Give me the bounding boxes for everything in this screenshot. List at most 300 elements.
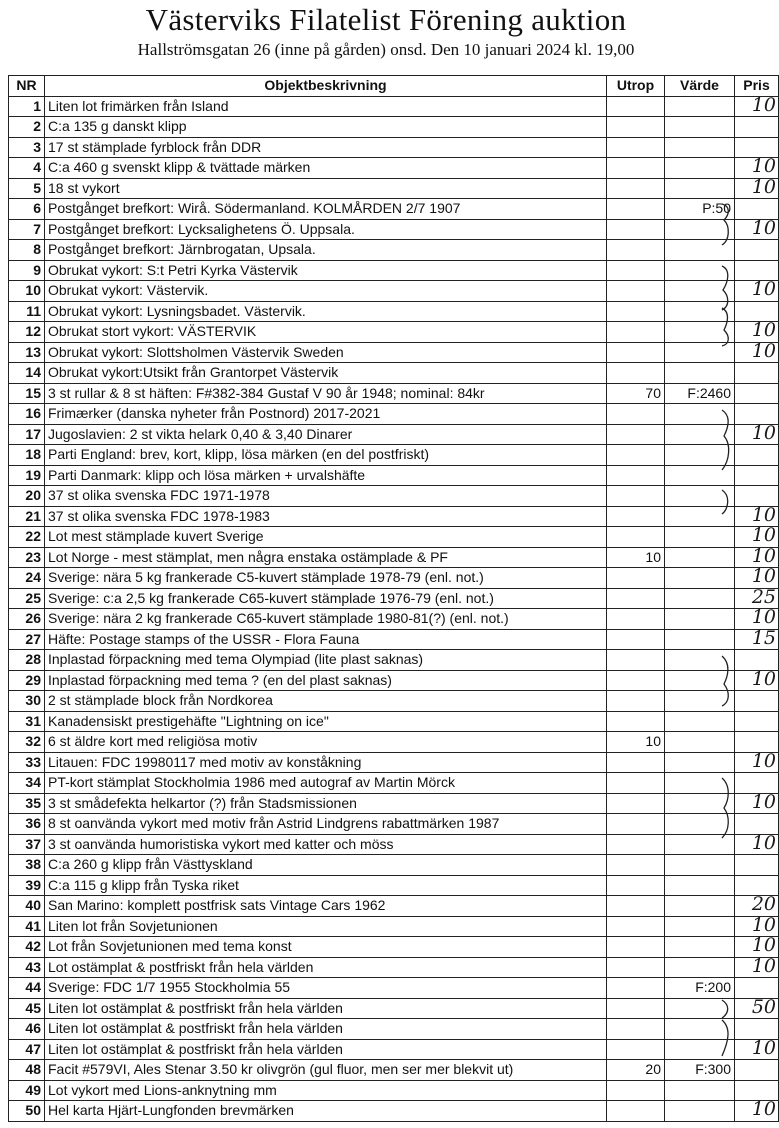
lot-utrop <box>607 240 665 261</box>
lot-utrop <box>607 793 665 814</box>
lot-varde <box>665 322 735 343</box>
lot-description: Litauen: FDC 19980117 med motiv av konståkning <box>45 752 607 773</box>
lot-varde <box>665 568 735 589</box>
table-row <box>9 281 779 302</box>
lot-utrop <box>607 978 665 999</box>
lot-description: Sverige: c:a 2,5 kg frankerade C65-kuvert stämplade 1976-79 (enl. not.) <box>45 588 607 609</box>
lot-utrop <box>607 404 665 425</box>
table-row <box>9 1039 779 1060</box>
lot-utrop <box>607 834 665 855</box>
table-row <box>9 896 779 917</box>
lot-description: 37 st olika svenska FDC 1978-1983 <box>45 506 607 527</box>
lot-number: 7 <box>9 219 45 240</box>
lot-utrop <box>607 363 665 384</box>
lot-description: Obrukat vykort: Västervik. <box>45 281 607 302</box>
handwritten-price: 10 <box>751 216 776 239</box>
table-row <box>9 527 779 548</box>
table-header-row <box>9 76 779 97</box>
lot-varde <box>665 629 735 650</box>
lot-number: 6 <box>9 199 45 220</box>
handwritten-price: 15 <box>751 626 776 649</box>
lot-pris <box>735 1060 779 1081</box>
table-row <box>9 1101 779 1122</box>
handwritten-price: 10 <box>751 1098 776 1120</box>
table-row <box>9 773 779 794</box>
lot-utrop <box>607 158 665 179</box>
handwritten-price: 10 <box>751 339 776 362</box>
table-row <box>9 240 779 261</box>
lot-utrop <box>607 322 665 343</box>
lot-utrop <box>607 465 665 486</box>
lot-varde <box>665 1019 735 1040</box>
lot-number: 41 <box>9 916 45 937</box>
lot-description: Sverige: nära 2 kg frankerade C65-kuvert stämplade 1980-81(?) (enl. not.) <box>45 609 607 630</box>
handwritten-price: 25 <box>751 585 776 608</box>
lot-description: Parti Danmark: klipp och lösa märken + urvalshäfte <box>45 465 607 486</box>
lot-description: Lot mest stämplade kuvert Sverige <box>45 527 607 548</box>
lot-utrop <box>607 691 665 712</box>
lot-utrop <box>607 609 665 630</box>
table-row <box>9 957 779 978</box>
handwritten-price: 10 <box>751 831 776 854</box>
lot-utrop <box>607 670 665 691</box>
lot-description: Frimærker (danska nyheter från Postnord) 2017-2021 <box>45 404 607 425</box>
lot-pris <box>735 465 779 486</box>
lot-varde <box>665 117 735 138</box>
lot-varde: F:300 <box>665 1060 735 1081</box>
lot-utrop <box>607 855 665 876</box>
lot-varde <box>665 424 735 445</box>
lot-description: Obrukat stort vykort: VÄSTERVIK <box>45 322 607 343</box>
table-row <box>9 691 779 712</box>
lot-utrop <box>607 219 665 240</box>
lot-utrop <box>607 875 665 896</box>
lot-varde <box>665 301 735 322</box>
lot-number: 26 <box>9 609 45 630</box>
lot-number: 43 <box>9 957 45 978</box>
lot-utrop <box>607 117 665 138</box>
handwritten-price: 10 <box>751 954 776 977</box>
column-header-description: Objektbeskrivning <box>45 76 607 97</box>
handwritten-price: 10 <box>751 524 776 546</box>
lot-varde <box>665 896 735 917</box>
lot-number: 5 <box>9 178 45 199</box>
lot-utrop <box>607 588 665 609</box>
lot-varde <box>665 855 735 876</box>
table-row <box>9 342 779 363</box>
table-row <box>9 1060 779 1081</box>
column-header-pris: Pris <box>735 76 779 97</box>
lot-number: 32 <box>9 732 45 753</box>
lot-utrop <box>607 137 665 158</box>
table-row <box>9 465 779 486</box>
table-row <box>9 937 779 958</box>
lot-varde <box>665 957 735 978</box>
lot-description: Obrukat vykort: Slottsholmen Västervik Sweden <box>45 342 607 363</box>
lot-utrop <box>607 814 665 835</box>
lot-description: Obrukat vykort: S:t Petri Kyrka Västervik <box>45 260 607 281</box>
lot-varde <box>665 1101 735 1122</box>
lot-utrop <box>607 916 665 937</box>
lot-varde <box>665 219 735 240</box>
table-row <box>9 322 779 343</box>
lot-utrop: 70 <box>607 383 665 404</box>
lot-utrop <box>607 773 665 794</box>
lot-pris <box>735 421 779 445</box>
lot-varde: F:200 <box>665 978 735 999</box>
table-row <box>9 568 779 589</box>
lot-number: 15 <box>9 383 45 404</box>
table-row <box>9 137 779 158</box>
lot-number: 31 <box>9 711 45 732</box>
lot-description: Obrukat vykort:Utsikt från Grantorpet Västervik <box>45 363 607 384</box>
lot-number: 40 <box>9 896 45 917</box>
table-row <box>9 445 779 466</box>
table-row <box>9 916 779 937</box>
lot-pris <box>735 216 779 240</box>
lot-varde <box>665 998 735 1019</box>
lot-varde <box>665 547 735 568</box>
table-row <box>9 260 779 281</box>
lot-description: 18 st vykort <box>45 178 607 199</box>
table-row <box>9 793 779 814</box>
lot-number: 21 <box>9 506 45 527</box>
lot-description: 17 st stämplade fyrblock från DDR <box>45 137 607 158</box>
table-row <box>9 650 779 671</box>
table-row <box>9 363 779 384</box>
column-header-utrop: Utrop <box>607 76 665 97</box>
lot-description: Kanadensiskt prestigehäfte "Lightning on ice" <box>45 711 607 732</box>
table-row <box>9 588 779 609</box>
lot-number: 24 <box>9 568 45 589</box>
handwritten-price: 10 <box>751 544 776 567</box>
lot-utrop <box>607 957 665 978</box>
lot-number: 50 <box>9 1101 45 1122</box>
lot-varde <box>665 96 735 117</box>
lot-number: 42 <box>9 937 45 958</box>
lot-varde <box>665 916 735 937</box>
table-row <box>9 486 779 507</box>
table-row <box>9 547 779 568</box>
lot-number: 19 <box>9 465 45 486</box>
lot-pris <box>735 445 779 466</box>
lot-varde <box>665 588 735 609</box>
lot-varde <box>665 1080 735 1101</box>
lot-utrop <box>607 998 665 1019</box>
lot-utrop <box>607 1080 665 1101</box>
lot-varde <box>665 178 735 199</box>
table-row <box>9 670 779 691</box>
lot-utrop <box>607 1039 665 1060</box>
table-row <box>9 117 779 138</box>
handwritten-price: 10 <box>751 606 776 628</box>
handwritten-price: 10 <box>751 319 776 341</box>
table-row <box>9 711 779 732</box>
lot-pris <box>735 855 779 876</box>
lot-number: 14 <box>9 363 45 384</box>
handwritten-price: 10 <box>751 565 776 587</box>
lot-utrop <box>607 506 665 527</box>
lot-varde <box>665 240 735 261</box>
lot-pris <box>735 749 779 773</box>
lot-varde: P:50 <box>665 199 735 220</box>
lot-varde <box>665 158 735 179</box>
lot-utrop <box>607 650 665 671</box>
lot-number: 27 <box>9 629 45 650</box>
lot-description: Hel karta Hjärt-Lungfonden brevmärken <box>45 1101 607 1122</box>
table-row <box>9 219 779 240</box>
lot-utrop <box>607 342 665 363</box>
lot-number: 30 <box>9 691 45 712</box>
table-row <box>9 506 779 527</box>
lot-pris <box>735 175 779 199</box>
handwritten-price: 10 <box>751 155 776 177</box>
lot-description: 37 st olika svenska FDC 1971-1978 <box>45 486 607 507</box>
lot-description: 3 st smådefekta helkartor (?) från Stadsmissionen <box>45 793 607 814</box>
lot-varde <box>665 363 735 384</box>
lot-number: 28 <box>9 650 45 671</box>
lot-description: C:a 115 g klipp från Tyska riket <box>45 875 607 896</box>
table-row <box>9 383 779 404</box>
lot-number: 38 <box>9 855 45 876</box>
handwritten-price: 10 <box>751 1036 776 1059</box>
lot-varde <box>665 670 735 691</box>
table-row <box>9 998 779 1019</box>
table-row <box>9 834 779 855</box>
lot-description: 3 st rullar & 8 st häften: F#382-384 Gustaf V 90 år 1948; nominal: 84kr <box>45 383 607 404</box>
lot-varde <box>665 342 735 363</box>
handwritten-price: 10 <box>751 667 776 690</box>
table-row <box>9 978 779 999</box>
lot-varde <box>665 609 735 630</box>
lot-number: 36 <box>9 814 45 835</box>
lot-description: 3 st oanvända humoristiska vykort med katter och möss <box>45 834 607 855</box>
lot-varde <box>665 527 735 548</box>
table-row <box>9 1019 779 1040</box>
lot-utrop <box>607 445 665 466</box>
lot-number: 13 <box>9 342 45 363</box>
lot-varde <box>665 875 735 896</box>
lot-pris <box>735 711 779 732</box>
lot-description: Sverige: FDC 1/7 1955 Stockholmia 55 <box>45 978 607 999</box>
lot-number: 49 <box>9 1080 45 1101</box>
table-row <box>9 424 779 445</box>
column-header-varde: Värde <box>665 76 735 97</box>
lot-description: Liten lot frimärken från Island <box>45 96 607 117</box>
lot-number: 37 <box>9 834 45 855</box>
lot-utrop <box>607 260 665 281</box>
event-subtitle: Hallströmsgatan 26 (inne på gården) onsd. Den 10 januari 2024 kl. 19,00 <box>137 40 635 59</box>
lot-utrop <box>607 752 665 773</box>
lot-number: 1 <box>9 96 45 117</box>
table-row <box>9 875 779 896</box>
lot-description: Parti England: brev, kort, klipp, lösa märken (en del postfriskt) <box>45 445 607 466</box>
handwritten-price: 20 <box>751 893 776 915</box>
lot-varde <box>665 1039 735 1060</box>
lot-pris <box>735 626 779 650</box>
lot-utrop <box>607 896 665 917</box>
lot-pris <box>735 954 779 978</box>
lot-pris <box>735 790 779 814</box>
table-row <box>9 629 779 650</box>
table-row <box>9 199 779 220</box>
lot-number: 9 <box>9 260 45 281</box>
lot-description: Jugoslavien: 2 st vikta helark 0,40 & 3,40 Dinarer <box>45 424 607 445</box>
handwritten-price: 10 <box>751 913 776 936</box>
lot-description: 6 st äldre kort med religiösa motiv <box>45 732 607 753</box>
table-row <box>9 178 779 199</box>
lot-utrop <box>607 527 665 548</box>
lot-pris <box>735 831 779 855</box>
lot-number: 2 <box>9 117 45 138</box>
lot-number: 39 <box>9 875 45 896</box>
handwritten-price: 10 <box>751 749 776 772</box>
lot-description: Lot vykort med Lions-anknytning mm <box>45 1080 607 1101</box>
lot-pris <box>735 278 779 302</box>
lot-pris <box>735 1036 779 1060</box>
lot-varde <box>665 281 735 302</box>
lot-number: 3 <box>9 137 45 158</box>
lot-number: 44 <box>9 978 45 999</box>
lot-description: 2 st stämplade block från Nordkorea <box>45 691 607 712</box>
lot-pris <box>735 363 779 384</box>
lot-number: 33 <box>9 752 45 773</box>
handwritten-price: 10 <box>751 175 776 198</box>
table-row <box>9 732 779 753</box>
lot-number: 35 <box>9 793 45 814</box>
lot-number: 22 <box>9 527 45 548</box>
table-row <box>9 158 779 179</box>
lot-number: 46 <box>9 1019 45 1040</box>
lot-number: 25 <box>9 588 45 609</box>
table-row <box>9 404 779 425</box>
lot-description: Inplastad förpackning med tema Olympiad (lite plast saknas) <box>45 650 607 671</box>
lot-varde <box>665 732 735 753</box>
lot-number: 29 <box>9 670 45 691</box>
handwritten-price: 50 <box>751 995 776 1018</box>
lot-utrop: 20 <box>607 1060 665 1081</box>
lot-varde <box>665 752 735 773</box>
handwritten-price: 10 <box>751 790 776 813</box>
handwritten-price: 10 <box>751 93 776 116</box>
handwritten-price: 10 <box>751 421 776 444</box>
lot-description: Liten lot ostämplat & postfriskt från hela världen <box>45 998 607 1019</box>
lot-varde <box>665 465 735 486</box>
table-row <box>9 96 779 117</box>
lot-varde <box>665 486 735 507</box>
lot-description: Facit #579VI, Ales Stenar 3.50 kr olivgrön (gul fluor, men ser mer blekvit ut) <box>45 1060 607 1081</box>
lot-pris <box>735 995 779 1019</box>
page-title: Västerviks Filatelist Förening auktion <box>145 2 627 37</box>
lot-varde <box>665 937 735 958</box>
lot-number: 45 <box>9 998 45 1019</box>
lot-description: Postgånget brefkort: Wirå. Södermanland. KOLMÅRDEN 2/7 1907 <box>45 199 607 220</box>
lot-pris <box>735 240 779 261</box>
lot-varde <box>665 506 735 527</box>
lot-number: 8 <box>9 240 45 261</box>
lot-varde <box>665 793 735 814</box>
handwritten-price: 10 <box>751 503 776 526</box>
lot-utrop <box>607 486 665 507</box>
lot-description: Lot ostämplat & postfriskt från hela världen <box>45 957 607 978</box>
lot-number: 16 <box>9 404 45 425</box>
lot-utrop <box>607 937 665 958</box>
lot-utrop <box>607 424 665 445</box>
lot-number: 12 <box>9 322 45 343</box>
lot-varde <box>665 814 735 835</box>
lot-description: Lot från Sovjetunionen med tema konst <box>45 937 607 958</box>
lot-description: Postgånget brefkort: Lycksalighetens Ö. Uppsala. <box>45 219 607 240</box>
lot-pris <box>735 117 779 138</box>
lot-utrop <box>607 1019 665 1040</box>
lot-description: 8 st oanvända vykort med motiv från Astrid Lindgrens rabattmärken 1987 <box>45 814 607 835</box>
table-row <box>9 814 779 835</box>
table-row <box>9 301 779 322</box>
lot-varde <box>665 404 735 425</box>
lot-description: Liten lot från Sovjetunionen <box>45 916 607 937</box>
lot-varde <box>665 711 735 732</box>
auction-table <box>8 75 779 1122</box>
lot-description: Obrukat vykort: Lysningsbadet. Västervik. <box>45 301 607 322</box>
lot-number: 47 <box>9 1039 45 1060</box>
lot-varde <box>665 137 735 158</box>
lot-pris <box>735 339 779 363</box>
lot-utrop <box>607 1101 665 1122</box>
lot-utrop: 10 <box>607 547 665 568</box>
lot-utrop <box>607 711 665 732</box>
lot-number: 18 <box>9 445 45 466</box>
lot-number: 11 <box>9 301 45 322</box>
lot-number: 23 <box>9 547 45 568</box>
lot-pris <box>735 93 779 117</box>
lot-description: Liten lot ostämplat & postfriskt från hela världen <box>45 1019 607 1040</box>
table-row <box>9 1080 779 1101</box>
lot-description: Häfte: Postage stamps of the USSR - Flora Fauna <box>45 629 607 650</box>
lot-utrop <box>607 568 665 589</box>
lot-description: Lot Norge - mest stämplat, men några enstaka ostämplade & PF <box>45 547 607 568</box>
lot-pris <box>735 383 779 404</box>
lot-number: 48 <box>9 1060 45 1081</box>
table-row <box>9 609 779 630</box>
lot-pris <box>735 1098 779 1122</box>
lot-number: 10 <box>9 281 45 302</box>
lot-description: C:a 260 g klipp från Västtyskland <box>45 855 607 876</box>
lot-pris <box>735 691 779 712</box>
lot-utrop <box>607 199 665 220</box>
lot-description: C:a 460 g svenskt klipp & tvättade märken <box>45 158 607 179</box>
lot-description: San Marino: komplett postfrisk sats Vintage Cars 1962 <box>45 896 607 917</box>
lot-description: Postgånget brefkort: Järnbrogatan, Upsala. <box>45 240 607 261</box>
lot-number: 4 <box>9 158 45 179</box>
lot-utrop <box>607 301 665 322</box>
lot-utrop <box>607 178 665 199</box>
lot-varde <box>665 445 735 466</box>
lot-description: Sverige: nära 5 kg frankerade C5-kuvert stämplade 1978-79 (enl. not.) <box>45 568 607 589</box>
lot-varde <box>665 691 735 712</box>
table-row <box>9 855 779 876</box>
lot-number: 20 <box>9 486 45 507</box>
lot-utrop <box>607 281 665 302</box>
column-header-nr: NR <box>9 76 45 97</box>
handwritten-price: 10 <box>751 278 776 300</box>
lot-description: PT-kort stämplat Stockholmia 1986 med autograf av Martin Mörck <box>45 773 607 794</box>
lot-varde <box>665 260 735 281</box>
lot-varde <box>665 650 735 671</box>
lot-utrop <box>607 629 665 650</box>
lot-description: Liten lot ostämplat & postfriskt från hela världen <box>45 1039 607 1060</box>
lot-description: C:a 135 g danskt klipp <box>45 117 607 138</box>
lot-description: Inplastad förpackning med tema ? (en del plast saknas) <box>45 670 607 691</box>
